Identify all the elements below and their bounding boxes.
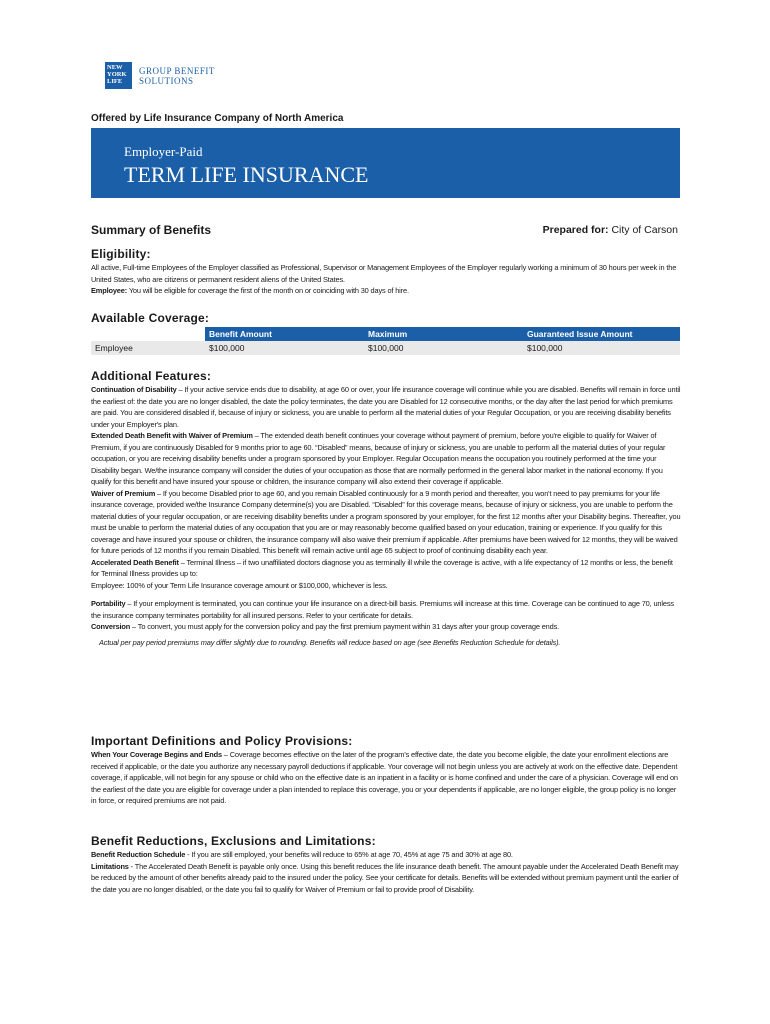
conversion-text: – To convert, you must apply for the conversion policy and pay the first premium payment within 31 days after your group coverage ends.: [130, 622, 560, 631]
logo-line-2: SOLUTIONS: [139, 75, 194, 86]
coverage-cell: $100,000: [364, 341, 523, 355]
coverage-cell: $100,000: [523, 341, 680, 355]
coverage-col-header: Benefit Amount: [205, 327, 364, 341]
premium-note: Actual per pay period premiums may differ slightly due to rounding. Benefits will reduce based on age (see Benefits Reduction Schedule for details).: [99, 637, 561, 647]
company-logo: [105, 62, 215, 89]
continuation-text: – If your active service ends due to disability, at age 60 or over, your life insurance coverage will continue while you are disabled. Benefits will remain in force until the earliest of: the date you are no longer disabled, the date the policy terminates, the date you are Disabled for 12 consecutive months, or the day after the last period for which premiums are paid. You are considered disabled if, because of injury or sickness, you are unable to perform all the material duties of your Regular Occupation, or you are receiving disability benefits under your Employer's plan.: [91, 385, 681, 429]
definitions-heading: Important Definitions and Policy Provisions:: [91, 734, 353, 748]
banner-title: TERM LIFE INSURANCE: [124, 162, 369, 187]
eligibility-employee-label: Employee:: [91, 286, 128, 295]
coverage-cell: Employee: [91, 341, 205, 355]
logo-line-1: GROUP BENEFIT: [139, 65, 215, 76]
portability-paragraph: [91, 598, 681, 621]
conversion-label: Conversion: [91, 622, 131, 631]
waiver-text: – If you become Disabled prior to age 60, and you remain Disabled continuously for a 9 month period and thereafter, you won't need to pay premiums for your life insurance coverage, provided we/the Insurance Company determine(s) you are Disabled. “Disabled” for this coverage means, because of injury or sickness, you are unable to perform the material duties of your regular occupation, or are receiving disability benefits under a program sponsored by your employer, for the first 12 months after your Disability begins. Thereafter, you must be unable to perform the material duties of any occupation that you are or may reasonably become qualified based on your education, training or experience. If you qualify for this coverage and have insured your spouse or children, the insurance company will also waive their premium if applicable. After premiums have been waived for 12 months, they will be waived for future periods of 12 months if you remain Disabled. This benefit will remain active until age 65 subject to proof of continuing disability each year.: [91, 488, 681, 555]
conversion-paragraph: [91, 621, 681, 633]
coverage-begins-label: When Your Coverage Begins and Ends: [91, 750, 222, 759]
extended-paragraph: [91, 430, 681, 488]
waiver-label: Waiver of Premium: [91, 488, 156, 498]
table-row: [91, 341, 680, 355]
logo-mark-line: NEW: [107, 64, 123, 71]
coverage-header-row: [91, 327, 680, 341]
continuation-paragraph: [91, 384, 681, 430]
accelerated-label: Accelerated Death Benefit: [91, 557, 179, 567]
coverage-col-header: Maximum: [364, 327, 523, 341]
logo-mark-line: LIFE: [107, 78, 123, 85]
coverage-heading-block: [91, 311, 681, 326]
reduction-schedule-label: Benefit Reduction Schedule: [91, 850, 186, 859]
reductions-heading: Benefit Reductions, Exclusions and Limitations:: [91, 834, 376, 848]
coverage-begins-text: – Coverage becomes effective on the later of the program's effective date, the date you become eligible, the date your enrollment elections are received if applicable, or the date you authorize any necessary payroll deductions if applicable. Your coverage will not begin unless you are actively at work on the effective date. Dependent coverage, if applicable, will not begin for any spouse or child who on the effective date is an inpatient in a facility or is home confined and under the care of a physician. Coverage will end on the earliest of the date you are eligible for coverage under a plan intended to replace this coverage, you or your dependents if applicable, are no longer eligible, the group policy is no longer in force, or required premiums are not paid.: [91, 750, 678, 805]
portability-text: – If your employment is terminated, you can continue your life insurance on a direct-bill basis. Premiums will increase at this time. Coverage can be continued to age 70, unless the insurance company terminates portability for all insured persons. Refer to your certificate for details.: [91, 599, 674, 620]
coverage-col-header: Guaranteed Issue Amount: [523, 327, 680, 341]
prepared-for: [543, 224, 678, 236]
coverage-table: [91, 327, 680, 355]
reduction-schedule-text: - If you are still employed, your benefits will reduce to 65% at age 70, 45% at age 75 and 30% at age 80.: [185, 850, 513, 859]
banner-subtitle: Employer-Paid: [124, 144, 203, 159]
logo-mark: [105, 62, 132, 89]
title-banner: [91, 128, 680, 198]
prepared-value: City of Carson: [611, 224, 678, 236]
definitions-section: [91, 734, 681, 807]
limitations-label: Limitations: [91, 861, 129, 871]
continuation-label: Continuation of Disability: [91, 385, 177, 394]
eligibility-employee: [91, 285, 681, 297]
extended-label: Extended Death Benefit with Waiver of Premium: [91, 431, 253, 440]
eligibility-employee-text: You will be eligible for coverage the first of the month on or coinciding with 30 days of hire.: [128, 286, 409, 295]
accelerated-employee: Employee: 100% of your Term Life Insurance coverage amount or $100,000, whichever is less.: [91, 580, 388, 590]
eligibility-heading: Eligibility:: [91, 247, 151, 261]
prepared-label: Prepared for:: [542, 224, 609, 236]
accelerated-text: – Terminal Illness – if two unaffiliated doctors diagnose you as terminally ill while the coverage is active, with a life expectancy of 12 months or less, the benefit for Terminal Illness provides up to:: [91, 557, 673, 578]
coverage-col-header: [91, 327, 205, 341]
waiver-paragraph: [91, 488, 681, 557]
extended-text: – The extended death benefit continues your coverage without payment of premium, before you're eligible to qualify for Waiver of Premium, if you are continuously Disabled for 9 months prior to age 60. “Disabled” means, because of injury or sickness, you are unable to perform all the material duties of your regular occupation, or you are receiving disability benefits under a program sponsored by your Employer. Regular Occupation means the occupation you routinely performed at the time your Disability began. We/the insurance company will consider the duties of your occupation as those that are normally performed in the general labor market in the national economy. If you qualify for this benefit and have insured your spouse or children, the insurance company will also extend their coverage if applicable.: [91, 431, 666, 486]
reduction-schedule-paragraph: [91, 849, 681, 861]
coverage-begins-paragraph: [91, 749, 681, 807]
summary-title: Summary of Benefits: [91, 223, 212, 237]
coverage-heading: Available Coverage:: [91, 311, 210, 325]
accelerated-paragraph: [91, 557, 681, 580]
features-heading: Additional Features:: [91, 369, 212, 383]
logo-mark-line: YORK: [107, 71, 127, 78]
offered-by: Offered by Life Insurance Company of North America: [91, 113, 344, 124]
limitations-paragraph: [91, 861, 681, 896]
portability-label: Portability: [91, 599, 126, 608]
limitations-text: - The Accelerated Death Benefit is payable only once. Using this benefit reduces the life insurance death benefit. The amount payable under the Accelerated Death Benefit may be reduced by the amount of other benefits already paid to the insured under the policy. See your certificate for details. Benefits will be extended without premium payment until the earlier of the date you are no longer disabled, or the date you fail to qualify for Waiver of Premium or fail to provide proof of Disability.: [91, 861, 679, 894]
features-section: [91, 369, 681, 648]
coverage-cell: $100,000: [205, 341, 364, 355]
eligibility-section: [91, 247, 681, 297]
logo-wordmark: [139, 66, 215, 86]
eligibility-text: All active, Full-time Employees of the Employer classified as Professional, Supervisor or Management Employees of the Employer regularly working a minimum of 30 hours per week in the United States, who are citizens or permanent resident aliens of the United States.: [91, 263, 677, 284]
reductions-section: [91, 834, 681, 895]
